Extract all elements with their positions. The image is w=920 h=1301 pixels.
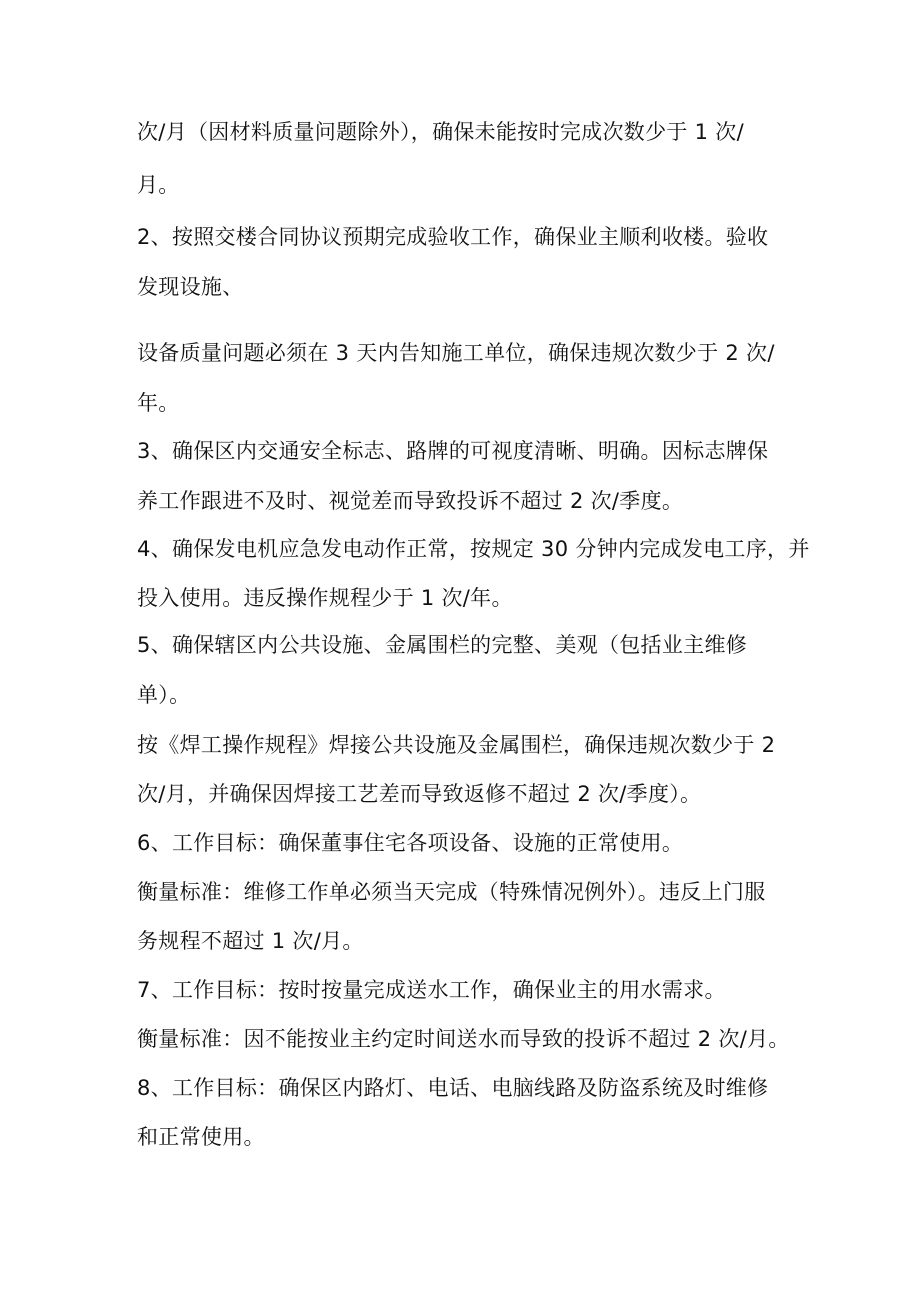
text-line: 养工作跟进不及时、视觉差而导致投诉不超过 2 次/季度。 — [137, 489, 684, 513]
text-line: 2、按照交楼合同协议预期完成验收工作，确保业主顺利收楼。验收 — [137, 225, 769, 249]
text-line: 3、确保区内交通安全标志、路牌的可视度清晰、明确。因标志牌保 — [137, 439, 769, 463]
text-line: 年。 — [137, 391, 180, 415]
text-line: 月。 — [137, 173, 180, 197]
text-line: 次/月（因材料质量问题除外），确保未能按时完成次数少于 1 次/ — [137, 120, 744, 144]
text-line: 务规程不超过 1 次/月。 — [137, 929, 364, 953]
text-line: 设备质量问题必须在 3 天内告知施工单位，确保违规次数少于 2 次/ — [137, 341, 775, 365]
text-line: 投入使用。违反操作规程少于 1 次/年。 — [137, 586, 513, 610]
text-line: 衡量标准：维修工作单必须当天完成（特殊情况例外）。违反上门服 — [137, 880, 766, 904]
text-line: 8、工作目标：确保区内路灯、电话、电脑线路及防盗系统及时维修 — [137, 1076, 769, 1100]
text-line: 衡量标准：因不能按业主约定时间送水而导致的投诉不超过 2 次/月。 — [137, 1027, 790, 1051]
text-line: 6、工作目标：确保董事住宅各项设备、设施的正常使用。 — [137, 831, 684, 855]
text-line: 次/月，并确保因焊接工艺差而导致返修不超过 2 次/季度）。 — [137, 782, 702, 806]
text-line: 7、工作目标：按时按量完成送水工作，确保业主的用水需求。 — [137, 978, 726, 1002]
text-line: 5、确保辖区内公共设施、金属围栏的完整、美观（包括业主维修 — [137, 633, 748, 657]
text-line: 按《焊工操作规程》焊接公共设施及金属围栏，确保违规次数少于 2 — [137, 733, 776, 757]
text-line: 发现设施、 — [137, 275, 244, 299]
text-line: 4、确保发电机应急发电动作正常，按规定 30 分钟内完成发电工序，并 — [137, 537, 810, 561]
text-line: 和正常使用。 — [137, 1125, 265, 1149]
text-line: 单）。 — [137, 683, 191, 707]
